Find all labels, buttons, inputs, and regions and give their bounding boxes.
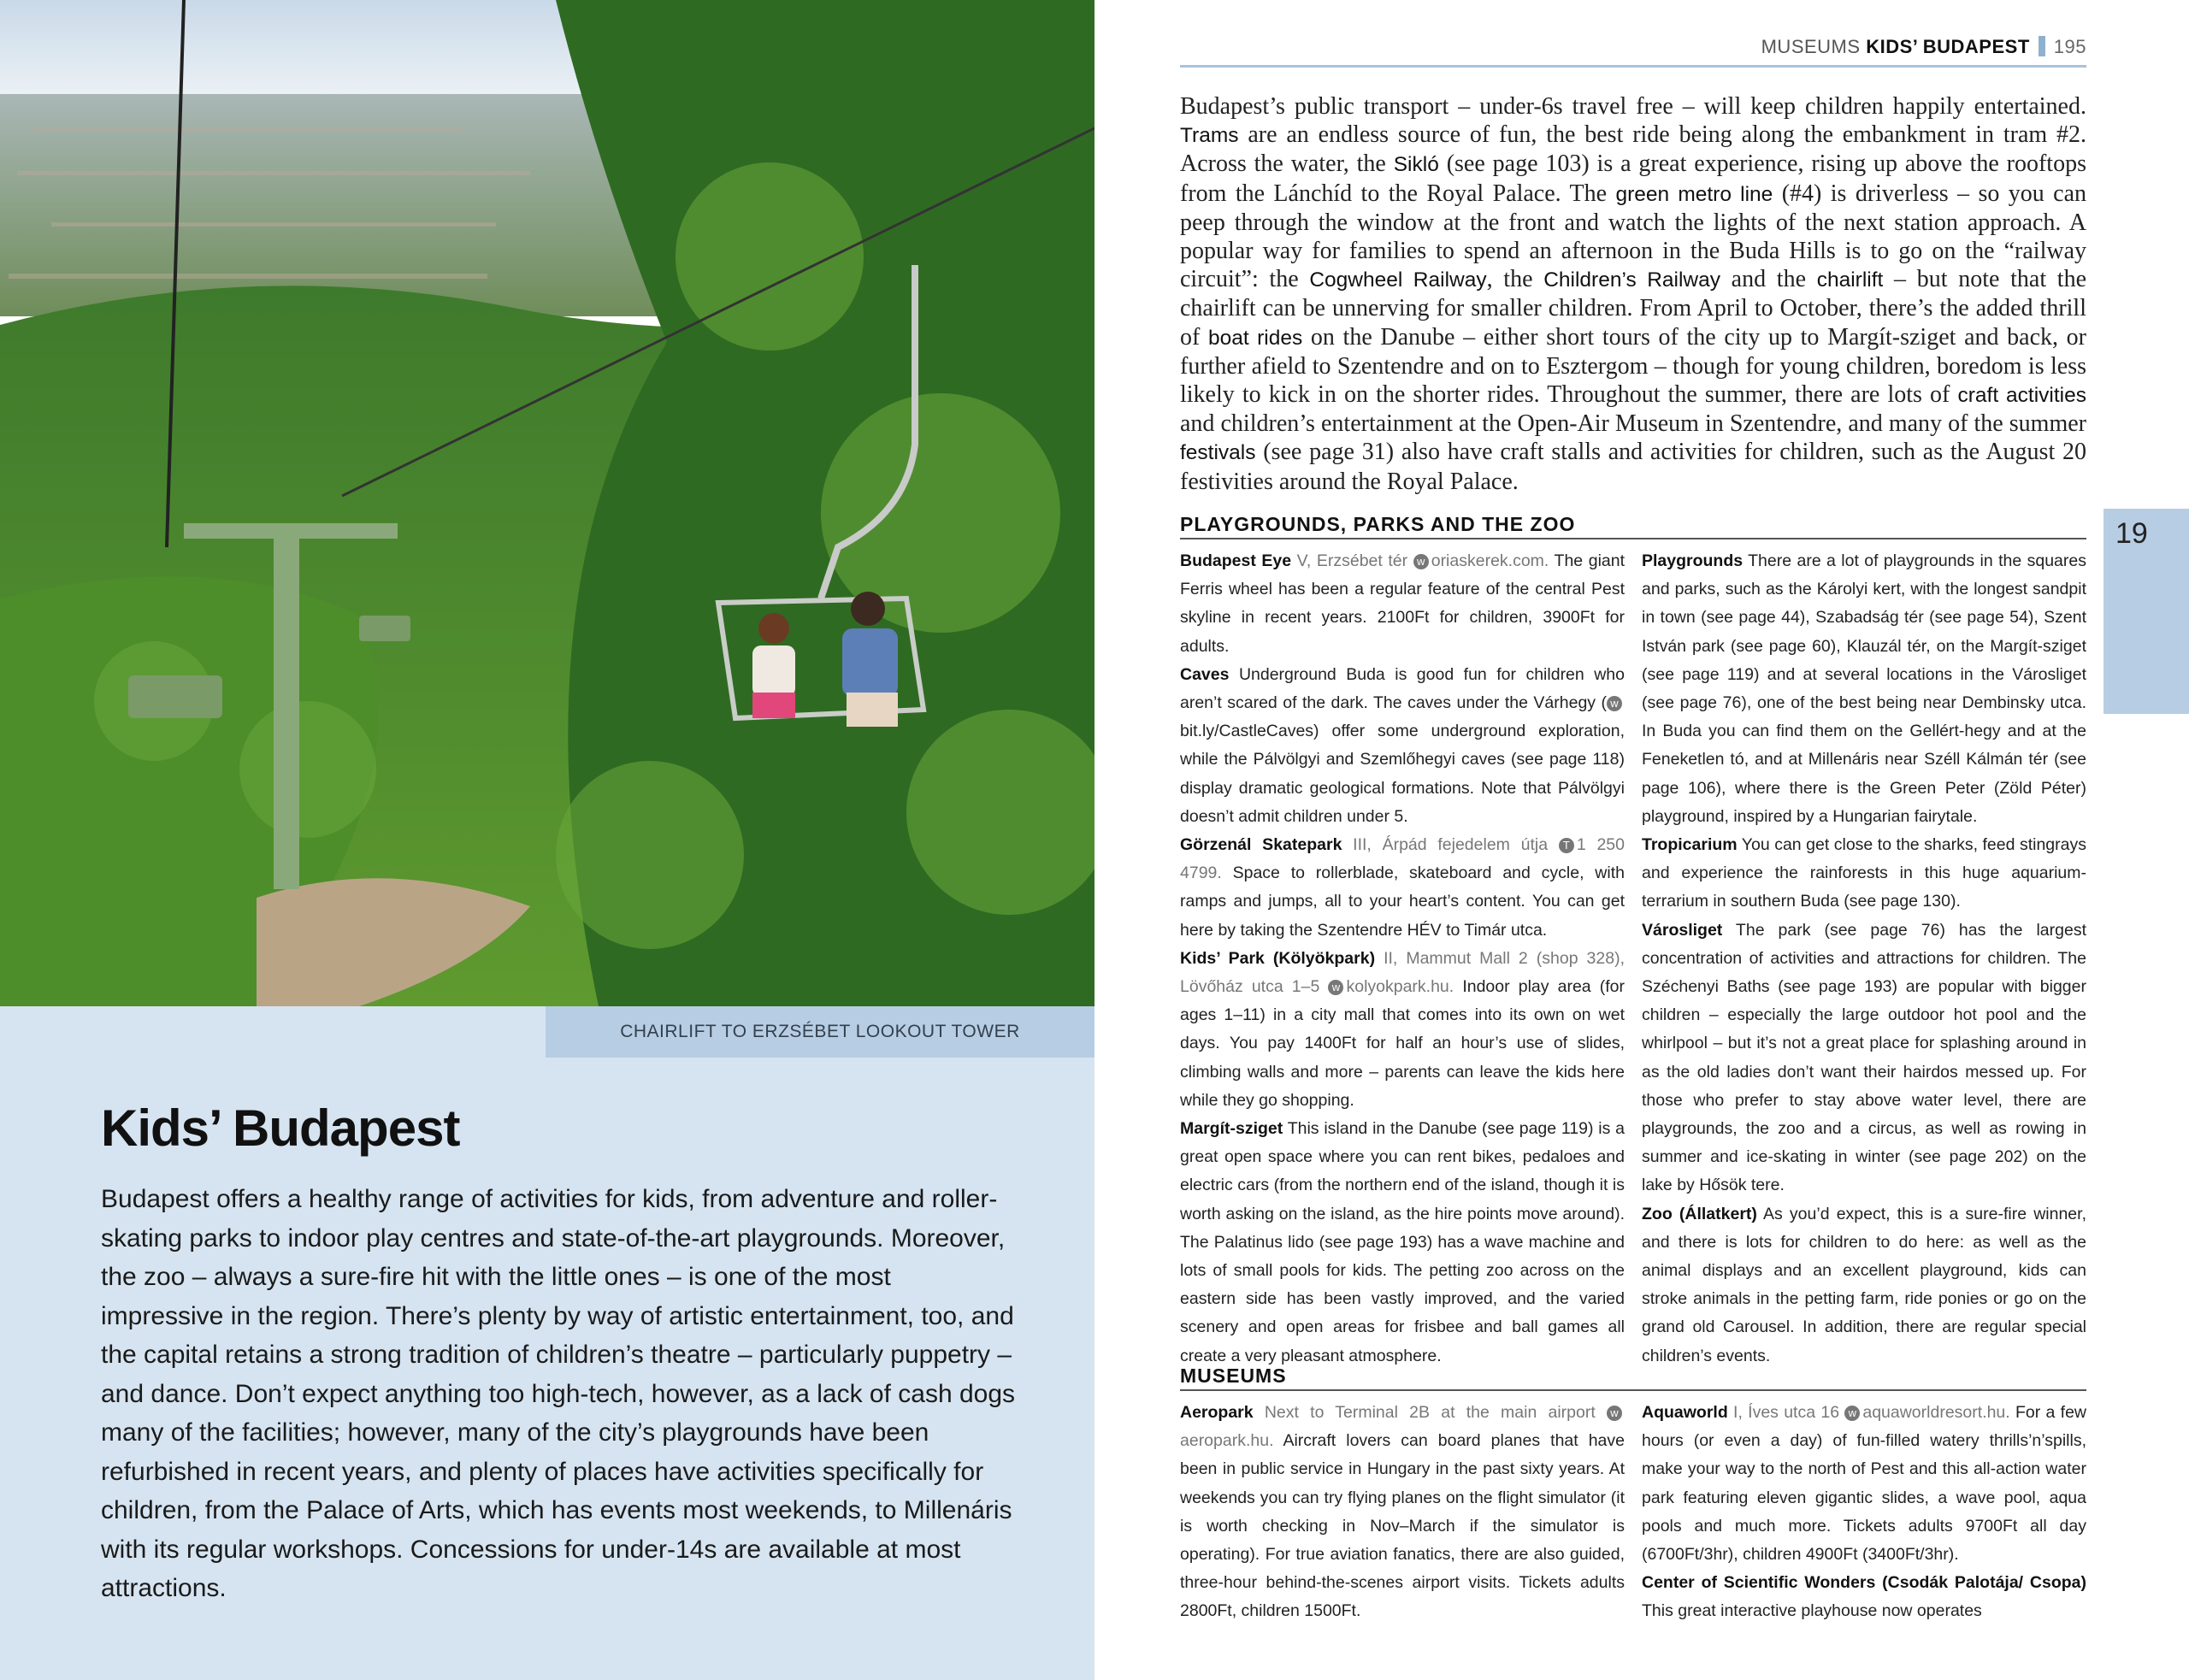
section-heading-museums: MUSEUMS [1180,1365,2086,1391]
listing-name: Kids’ Park (Kölyökpark) [1180,948,1376,968]
listing-entry [1180,547,1625,661]
paragraph-text: , the [1486,266,1544,293]
listing-name: Görzenál Skatepark [1180,835,1342,855]
listing-name: Zoo (Állatkert) [1642,1204,1757,1223]
paragraph-text: (see page 31) also have craft stalls and activities for children, such as the August 20 festivities around the Royal Palace. [1180,439,2086,495]
photo-caption: CHAIRLIFT TO ERZSÉBET LOOKOUT TOWER [546,1006,1094,1058]
listing-entry [1180,661,1625,831]
listing-text: You can get close to the sharks, feed stingrays and experience the rainforests in this huge aquarium-terrarium in southern Buda (see page 130). [1642,835,2086,911]
web-icon: w [1607,696,1622,711]
chapter-tab-number: 19 [2115,517,2148,550]
listing-text: There are a lot of playgrounds in the squares and parks, such as the Károlyi kert, with the longest sandpit in town (see page 44), Szabadság tér (see page 54), Szent István park (see page 60), Klauzál tér, on the Margít-sziget (see page 119) and at several locations in the Városliget (see page 76), one of the best being near Dembinsky utca. In Buda you can find them on the Gellért-hegy and at the Feneketlen tó, and at Millenáris near Széll Kálmán tér (see page 106), where there is the Green Peter (Zöld Péter) playground, inspired by a Hungarian fairytale. [1642,551,2086,826]
paragraph-text: and the [1720,266,1817,293]
listing-name: Budapest Eye [1180,551,1292,570]
chapter-title: Kids’ Budapest [101,1099,460,1157]
listing-address: V, Erzsébet tér [1291,551,1413,570]
web-icon: w [1328,980,1343,995]
listing-entry [1642,547,2086,831]
listing-text: As you’d expect, this is a sure-fire winner, and there is lots for children to do here: as well as the animal displays and an excellent playground, kids can stroke animals in the petting farm, ride ponies or go on the grand old Carousel. In addition, there are regular special children’s events. [1642,1204,2086,1365]
listing-name: Városliget [1642,920,1723,940]
listing-address: aeropark.hu. [1180,1431,1274,1451]
listing-entry [1642,1200,2086,1371]
listing-text: This island in the Danube (see page 119) is a great open space where you can rent bikes, pedaloes and electric cars (from the northern end of the island, though it is worth asking on the island, as the hire points move around). The Palatinus lido (see page 193) has a wave machine and lots of small pools for kids. The petting zoo across on the eastern side has been vastly improved, and the varied scenery and open areas for frisbee and ball games all create a very pleasant atmosphere. [1180,1119,1625,1365]
playgrounds-column-right [1642,547,2086,1371]
listing-text: This great interactive playhouse now operates [1642,1601,1982,1621]
highlight-term: Trams [1180,124,1239,148]
highlight-term: craft activities [1957,384,2086,408]
paragraph-text: and children’s entertainment at the Open-Air Museum in Szentendre, and many of the summer [1180,410,2086,438]
listing-entry [1180,1115,1625,1371]
highlight-term: festivals [1180,441,1256,465]
listing-entry [1642,1569,2086,1625]
header-divider [2039,36,2045,56]
museums-column-right [1642,1399,2086,1626]
listing-name: Caves [1180,664,1230,684]
phone-icon: T [1559,838,1574,853]
listing-entry [1642,1399,2086,1569]
section-heading-playgrounds: PLAYGROUNDS, PARKS AND THE ZOO [1180,513,2086,539]
listing-text: Aircraft lovers can board planes that have been in public service in Hungary in the past sixty years. At weekends you can try flying planes on the flight simulator (it is worth checking in Nov–March if the simulator is operating). For true aviation fanatics, there are also guided, three-hour behind-the-scenes airport visits. Tickets adults 2800Ft, children 1500Ft. [1180,1431,1625,1621]
page-number: 195 [2053,36,2086,57]
listing-name: Center of Scientific Wonders (Csodák Palotája/ Csopa) [1642,1573,2086,1593]
listing-name: Aquaworld [1642,1403,1728,1422]
highlight-term: chairlift [1816,268,1884,292]
listing-address: I, Íves utca 16 [1727,1403,1845,1422]
listing-name: Tropicarium [1642,835,1738,855]
header-chapter: KIDS’ BUDAPEST [1866,36,2030,57]
listing-text: The giant Ferris wheel has been a regular feature of the central Pest skyline in recent years. 2100Ft for children, 3900Ft for adults. [1180,551,1626,656]
listing-name: Margít-sziget [1180,1119,1283,1139]
listing-entry [1180,831,1625,945]
paragraph-text: – but note that the chairlift can be unnerving for smaller children. From April to October, there’s the added thrill of [1180,266,2087,351]
listing-address: aquaworldresort.hu. [1862,1403,2010,1422]
listing-name: Playgrounds [1642,551,1744,570]
paragraph-text: are an endless source of fun, the best ride being along the embankment in tram #2. Across the water, the [1180,121,2086,178]
highlight-term: boat rides [1207,326,1303,350]
paragraph-text: Budapest’s public transport – under-6s travel free – will keep children happily entertained. [1180,93,2086,120]
highlight-term: Children’s Railway [1543,268,1720,292]
paragraph-text: (see page 103) is a great experience, rising up above the rooftops from the Lánchíd to the Royal Palace. The [1180,150,2086,207]
listing-text: For a few hours (or even a day) of fun-filled watery thrills’n’spills, make your way to the north of Pest and this all-action water park featuring eleven gigantic slides, a wave pool, aqua pools and much more. Tickets adults 9700Ft all day (6700Ft/3hr), children 4900Ft (3400Ft/3hr). [1642,1403,2087,1565]
listing-entry [1180,1399,1625,1626]
listing-entry [1642,831,2086,917]
listing-text: Underground Buda is good fun for children who aren’t scared of the dark. The caves under the Várhegy ( [1180,664,1625,713]
paragraph-text: (#4) is driverless – so you can peep through the window at the front and watch the lights of the next station approach. A popular way for families to spend an afternoon in the Buda Hills is to go on the “railway circuit”: the [1180,180,2086,293]
listing-address: II, Mammut Mall 2 (shop 328), Lövőház utca 1–5 [1180,948,1625,997]
highlight-term: green metro line [1615,182,1773,206]
listing-address: Next to Terminal 2B at the main airport [1253,1403,1607,1422]
highlight-term: Cogwheel Railway [1309,268,1487,292]
listing-text: Indoor play area (for ages 1–11) in a city mall that comes into its own on wet days. You pay 1400Ft for half an hour’s use of slides, climbing walls and more – parents can leave the kids here while they go shopping. [1180,977,1626,1110]
transport-paragraph [1180,92,2086,496]
listing-address: oriaskerek.com. [1431,551,1549,570]
listing-name: Aeropark [1180,1403,1254,1422]
chairlift-illustration [0,0,1094,1006]
listing-entry [1180,945,1625,1115]
listing-text: The park (see page 76) has the largest concentration of activities and attractions for children. The Széchenyi Baths (see page 193) are popular with bigger children – especially the large outdoor hot pool and the whirlpool – but it’s not a great place for splashing around in as the old ladies don’t want their hairdos messed up. For those who prefer to stay above water level, there are playgrounds, the zoo and a circus, as well as rowing in summer and ice-skating in winter (see page 202) on the lake by Hősök tere. [1642,920,2086,1195]
intro-text: Budapest offers a healthy range of activities for kids, from adventure and roller-skating parks to indoor play centres and state-of-the-art playgrounds. Moreover, the zoo – always a sure-fire hit with the little ones – is one of the most impressive in the region. There’s plenty by way of artistic entertainment, too, and the capital retains a strong tradition of children’s theatre – particularly puppetry – and dance. Don’t expect anything too high-tech, however, as a lack of cash dogs many of the facilities; however, many of the city’s playgrounds have been refurbished in recent years, and plenty of places have activities specifically for children, from the Palace of Arts, which has events most weekends, to Millenáris with its regular workshops. Concessions for under-14s are available at most attractions. [101,1185,1016,1602]
running-header [1180,34,2086,68]
chairlift-photo [0,0,1094,1006]
highlight-term: Sikló [1393,153,1439,177]
paragraph-text: on the Danube – either short tours of the city up to Margít-sziget and back, or further afield to Szentendre and on to Esztergom – though for young children, boredom is less likely to kick in on the shorter rides. Throughout the summer, there are lots of [1180,323,2086,409]
header-section: MUSEUMS [1761,36,1861,57]
museums-column-left [1180,1399,1625,1626]
web-icon: w [1413,554,1429,569]
listing-address: 1 250 4799. [1180,835,1625,883]
web-icon: w [1607,1406,1622,1421]
listing-text: bit.ly/CastleCaves) offer some underground exploration, while the Pálvölgyi and Szemlőhegyi caves (see page 118) display dramatic geological formations. Note that Pálvölgyi doesn’t admit children under 5. [1180,722,1625,826]
chapter-tab [2103,509,2189,714]
listing-entry [1642,917,2086,1200]
listing-address: III, Árpád fejedelem útja [1342,835,1559,855]
playgrounds-column-left [1180,547,1625,1371]
listing-text: Space to rollerblade, skateboard and cycle, with ramps and jumps, all to your heart’s content. You can get here by taking the Szentendre HÉV to Timár utca. [1180,864,1625,940]
web-icon: w [1844,1406,1860,1421]
listing-address: kolyokpark.hu. [1346,977,1454,997]
